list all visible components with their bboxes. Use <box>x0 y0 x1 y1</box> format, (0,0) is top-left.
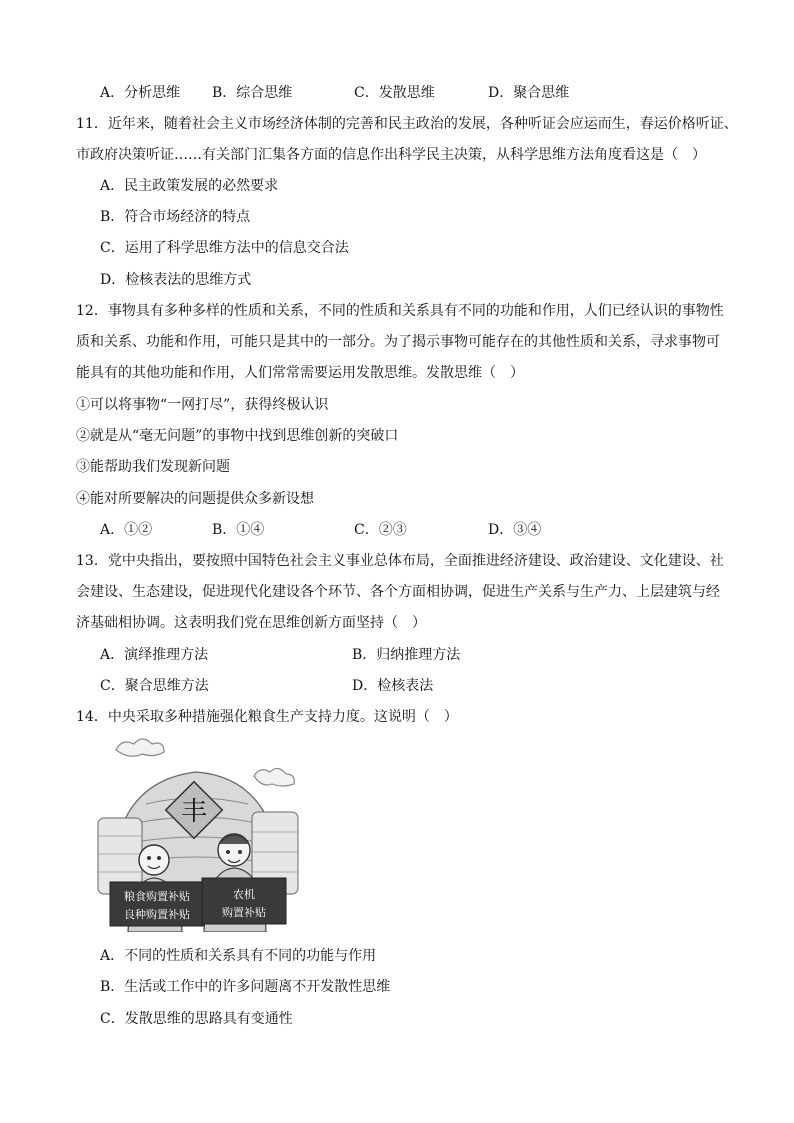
q13-stem-line-3: 济基础相协调。这表明我们党在思维创新方面坚持（ ） <box>76 615 426 631</box>
q12-option-b: B．①④ <box>212 522 265 538</box>
q12-option-c: C．②③ <box>354 522 407 538</box>
q13-option-c: C．聚合思维方法 <box>100 678 209 694</box>
q11-stem-line-2: 市政府决策听证……有关部门汇集各方面的信息作出科学民主决策，从科学思维方法角度看这是（ ） <box>76 147 706 163</box>
q12-option-a: A．①② <box>100 522 153 538</box>
q14-cartoon-image <box>76 732 316 932</box>
q12-stem-line-3: 能具有的其他功能和作用，人们常常需要运用发散思维。发散思维（ ） <box>76 365 524 381</box>
q13-stem-line-2: 会建设、生态建设，促进现代化建设各个环节、各个方面相协调，促进生产关系与生产力、上层建筑与经 <box>76 584 720 600</box>
feng-character: 丰 <box>180 797 208 827</box>
q12-option-d: D．③④ <box>488 522 542 538</box>
q11-stem-line-1: 11．近年来，随着社会主义市场经济体制的完善和民主政治的发展，各种听证会应运而生，春运价格听证、 <box>76 116 738 132</box>
q11-option-d: D．检核表法的思维方式 <box>100 272 252 288</box>
q12-stem-line-2: 质和关系、功能和作用，可能只是其中的一部分。为了揭示事物可能存在的其他性质和关系，寻求事物可 <box>76 334 720 350</box>
left-sign-line-2: 良种购置补贴 <box>124 908 190 921</box>
q12-statement-2: ②就是从“毫无问题”的事物中找到思维创新的突破口 <box>76 428 399 444</box>
q10-options <box>100 84 700 102</box>
q11-option-b: B．符合市场经济的特点 <box>100 209 251 225</box>
q12-statement-4: ④能对所要解决的问题提供众多新设想 <box>76 491 314 507</box>
q13-option-a: A．演绎推理方法 <box>100 647 209 663</box>
q13-stem-line-1: 13．党中央指出，要按照中国特色社会主义事业总体布局，全面推进经济建设、政治建设、文化建设、社 <box>76 553 724 569</box>
q10-option-d: D．聚合思维 <box>488 85 570 101</box>
q10-option-c: C．发散思维 <box>354 85 435 101</box>
q10-option-b: B．综合思维 <box>212 85 293 101</box>
q13-option-b: B．归纳推理方法 <box>352 647 461 663</box>
q12-statement-3: ③能帮助我们发现新问题 <box>76 459 230 475</box>
left-sign-line-1: 粮食购置补贴 <box>124 890 190 903</box>
q12-statement-1: ①可以将事物“一网打尽”，获得终极认识 <box>76 397 329 413</box>
q14-option-a: A．不同的性质和关系具有不同的功能与作用 <box>100 948 377 964</box>
q12-options <box>100 521 700 539</box>
q11-option-a: A．民主政策发展的必然要求 <box>100 178 279 194</box>
q11-option-c: C．运用了科学思维方法中的信息交合法 <box>100 240 349 256</box>
q14-option-c: C．发散思维的思路具有变通性 <box>100 1011 293 1027</box>
right-sign-line-1: 农机 <box>233 888 255 901</box>
q14-option-b: B．生活或工作中的许多问题离不开发散性思维 <box>100 979 391 995</box>
q10-option-a: A．分析思维 <box>100 85 181 101</box>
right-sign-line-2: 购置补贴 <box>222 906 266 919</box>
q14-stem: 14．中央采取多种措施强化粮食生产支持力度。这说明（ ） <box>76 709 458 725</box>
q13-option-d: D．检核表法 <box>352 678 434 694</box>
q12-stem-line-1: 12．事物具有多种多样的性质和关系，不同的性质和关系具有不同的功能和作用，人们已经认识的事物性 <box>76 303 724 319</box>
